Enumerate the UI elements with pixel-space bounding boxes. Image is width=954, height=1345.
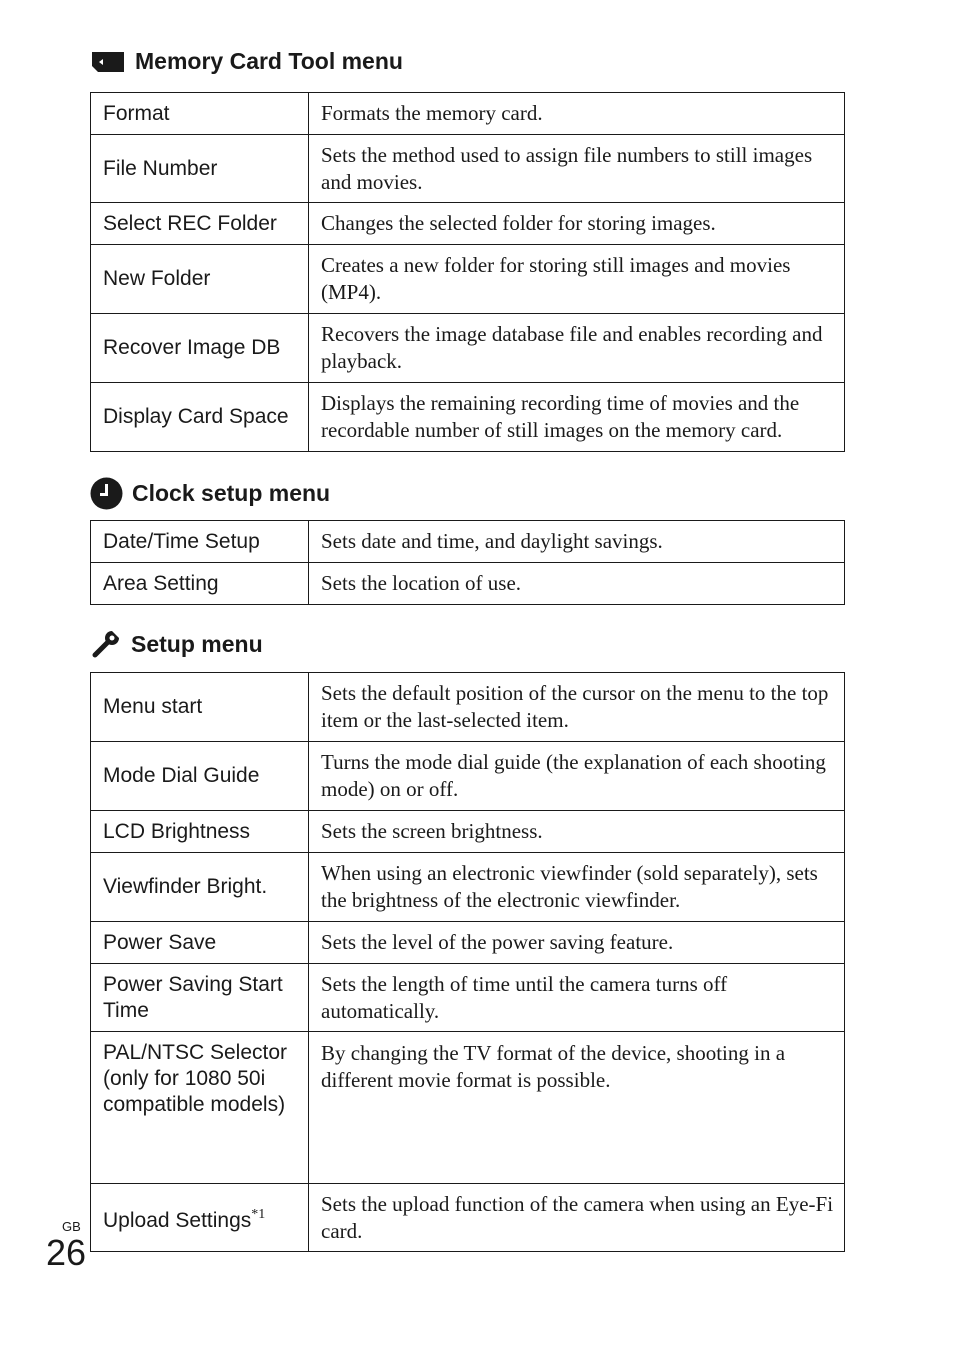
setup-table bbox=[90, 672, 845, 1252]
item-name: File Number bbox=[91, 135, 309, 203]
table-row bbox=[91, 811, 845, 853]
table-row bbox=[91, 521, 845, 563]
item-description: By changing the TV format of the device, shooting in a different movie format is possible. bbox=[309, 1032, 845, 1184]
table-row bbox=[91, 563, 845, 605]
table-row bbox=[91, 1184, 845, 1252]
item-description: Sets the upload function of the camera when using an Eye-Fi card. bbox=[309, 1184, 845, 1252]
table-row bbox=[91, 964, 845, 1032]
item-name: Mode Dial Guide bbox=[91, 742, 309, 811]
item-description: Sets the level of the power saving feature. bbox=[309, 922, 845, 964]
item-name: Power Saving Start Time bbox=[91, 964, 309, 1032]
table-row bbox=[91, 245, 845, 314]
item-name: Area Setting bbox=[91, 563, 309, 605]
item-description: Changes the selected folder for storing images. bbox=[309, 203, 845, 245]
item-description: Turns the mode dial guide (the explanation of each shooting mode) on or off. bbox=[309, 742, 845, 811]
item-name-text: Upload Settings bbox=[103, 1208, 252, 1232]
item-name: Power Save bbox=[91, 922, 309, 964]
item-description: Sets date and time, and daylight savings. bbox=[309, 521, 845, 563]
item-description: Sets the screen brightness. bbox=[309, 811, 845, 853]
item-name: Format bbox=[91, 93, 309, 135]
table-row bbox=[91, 383, 845, 452]
page-number: 26 bbox=[46, 1232, 87, 1273]
item-name: PAL/NTSC Selector (only for 1080 50i compatible models) bbox=[91, 1032, 309, 1184]
table-row bbox=[91, 1032, 845, 1184]
item-name: New Folder bbox=[91, 245, 309, 314]
item-name: LCD Brightness bbox=[91, 811, 309, 853]
item-name: Menu start bbox=[91, 673, 309, 742]
item-description: Formats the memory card. bbox=[309, 93, 845, 135]
memory-card-title: Memory Card Tool menu bbox=[135, 48, 403, 74]
clock-heading bbox=[90, 477, 330, 510]
item-description: Sets the location of use. bbox=[309, 563, 845, 605]
item-name bbox=[91, 1184, 309, 1252]
item-description: Creates a new folder for storing still images and movies (MP4). bbox=[309, 245, 845, 314]
table-row bbox=[91, 93, 845, 135]
item-name: Display Card Space bbox=[91, 383, 309, 452]
item-description: Recovers the image database file and enables recording and playback. bbox=[309, 314, 845, 383]
item-name: Date/Time Setup bbox=[91, 521, 309, 563]
item-description: When using an electronic viewfinder (sold separately), sets the brightness of the electronic viewfinder. bbox=[309, 853, 845, 922]
setup-heading bbox=[90, 628, 263, 660]
table-row bbox=[91, 673, 845, 742]
memory-card-heading bbox=[90, 48, 403, 75]
table-row bbox=[91, 203, 845, 245]
clock-table bbox=[90, 520, 845, 605]
table-row bbox=[91, 742, 845, 811]
clock-icon bbox=[90, 477, 123, 510]
wrench-icon bbox=[90, 628, 122, 660]
memory-card-table bbox=[90, 92, 845, 452]
item-description: Sets the method used to assign file numbers to still images and movies. bbox=[309, 135, 845, 203]
setup-title: Setup menu bbox=[131, 630, 263, 657]
item-name: Viewfinder Bright. bbox=[91, 853, 309, 922]
table-row bbox=[91, 853, 845, 922]
table-row bbox=[91, 922, 845, 964]
item-name: Select REC Folder bbox=[91, 203, 309, 245]
footnote-marker: *1 bbox=[251, 1206, 266, 1222]
item-description: Sets the length of time until the camera turns off automatically. bbox=[309, 964, 845, 1032]
table-row bbox=[91, 314, 845, 383]
item-description: Sets the default position of the cursor on the menu to the top item or the last-selected item. bbox=[309, 673, 845, 742]
memory-card-icon bbox=[90, 50, 126, 74]
item-description: Displays the remaining recording time of movies and the recordable number of still images on the memory card. bbox=[309, 383, 845, 452]
table-row bbox=[91, 135, 845, 203]
item-name: Recover Image DB bbox=[91, 314, 309, 383]
clock-title: Clock setup menu bbox=[132, 480, 331, 506]
region-label: GB bbox=[62, 1219, 81, 1234]
